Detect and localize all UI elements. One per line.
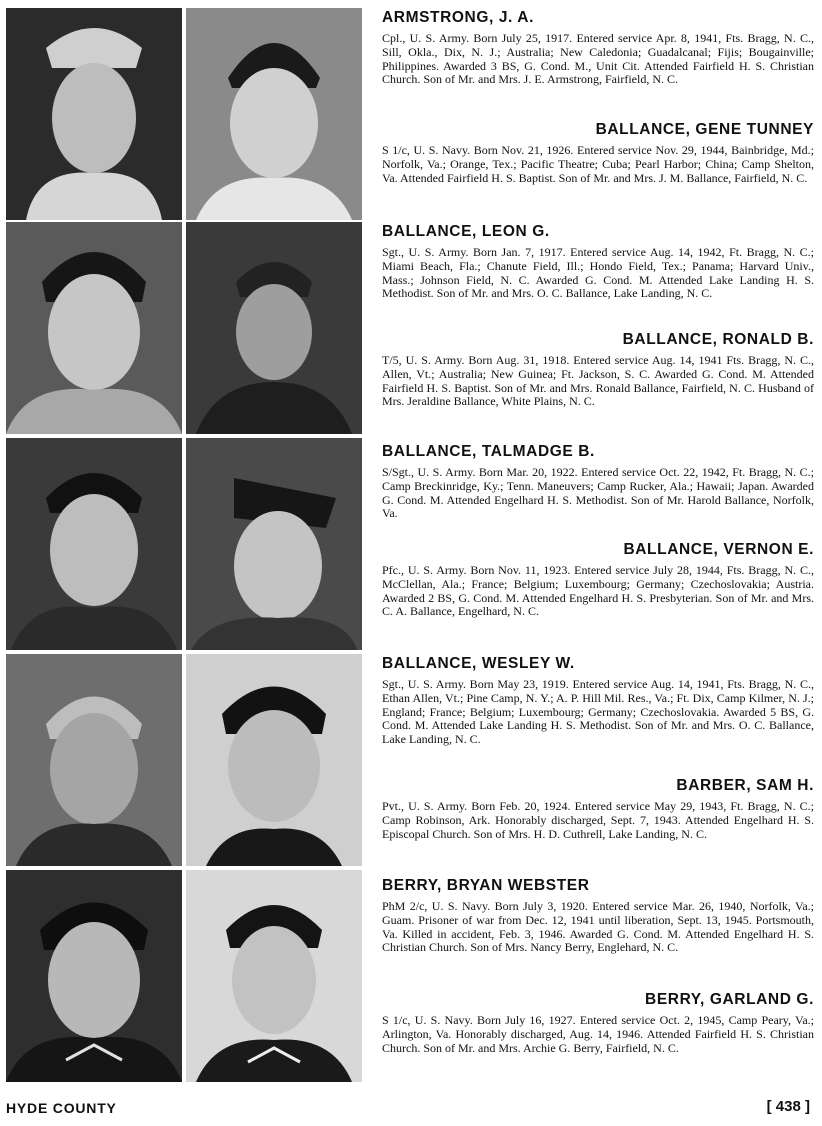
entry-bio: S/Sgt., U. S. Army. Born Mar. 20, 1922. Entered service Oct. 22, 1942, Ft. Bragg, N. C.; Camp Breckinridge, Ky.; Tenn. Maneuvers; Camp Rucker, Ala.; Hawaii; Japan. Awarded G. Cond. M. Attended Engelhard H. S. Methodist. Son of Mr. Harold Ballance, Norfolk, Va. [382, 465, 814, 521]
portrait-ballance-leon [6, 222, 182, 434]
portrait-berry-garland [186, 870, 362, 1082]
portrait-grid [6, 8, 362, 1080]
entry-name: ARMSTRONG, J. A. [382, 9, 534, 26]
entry-name: BARBER, SAM H. [676, 777, 814, 794]
entry-ballance-wesley [382, 654, 814, 747]
entry-ballance-vernon [382, 540, 814, 619]
entry-berry-garland [382, 990, 814, 1055]
entry-bio: Sgt., U. S. Army. Born Jan. 7, 1917. Entered service Aug. 14, 1942, Ft. Bragg, N. C.; Miami Beach, Fla.; Chanute Field, Ill.; Hondo Field, Tex.; Panama; Harvard Univ., Mass.; Johnson Field, N. C. Awarded G. Cond. M. Attended Lake Landing H. S. Methodist. Son of Mr. and Mrs. O. C. Ballance, Lake Landing, N. C. [382, 245, 814, 301]
entry-bio: S 1/c, U. S. Navy. Born Nov. 21, 1926. Entered service Nov. 29, 1944, Bainbridge, Md.; Norfolk, Va.; Orange, Tex.; Pacific Theatre; Cuba; Pearl Harbor; China; Camp Shelton, Va. Attended Fairfield H. S. Baptist. Son of Mr. and Mrs. J. M. Ballance, Fairfield, N. C. [382, 143, 814, 185]
portrait-armstrong [6, 8, 182, 220]
portrait-ballance-vernon [186, 438, 362, 650]
entry-name: BALLANCE, WESLEY W. [382, 655, 575, 672]
county-footer: HYDE COUNTY [6, 1100, 117, 1116]
biography-list [382, 8, 814, 1080]
entry-name: BALLANCE, LEON G. [382, 223, 550, 240]
entry-bio: Pvt., U. S. Army. Born Feb. 20, 1924. Entered service May 29, 1943, Ft. Bragg, N. C.; Camp Robinson, Ark. Honorably discharged, Sept. 7, 1943. Attended Engelhard H. S. Episcopal Church. Son of Mrs. H. D. Cuthrell, Lake Landing, N. C. [382, 799, 814, 841]
entry-name: BALLANCE, TALMADGE B. [382, 443, 595, 460]
entry-barber [382, 776, 814, 841]
portrait-berry-bryan [6, 870, 182, 1082]
entry-ballance-ronald [382, 330, 814, 409]
entry-name: BALLANCE, GENE TUNNEY [595, 121, 814, 138]
entry-bio: PhM 2/c, U. S. Navy. Born July 3, 1920. Entered service Mar. 26, 1940, Norfolk, Va.; Guam. Prisoner of war from Dec. 12, 1941 until liberation, Sept. 13, 1945. Portsmouth, Va. Killed in accident, Feb. 3, 1946. Awarded G. Cond. M. Attended Engelhard H. S. Christian Church. Son of Mrs. Nancy Berry, Englehard, N. C. [382, 899, 814, 955]
entry-ballance-gene [382, 120, 814, 185]
entry-bio: Pfc., U. S. Army. Born Nov. 11, 1923. Entered service July 28, 1944, Fts. Bragg, N. C., McClellan, Ala.; France; Belgium; Luxembourg; Germany; Czechoslovakia; Austria. Awarded 2 BS, G. Cond. M. Attended Engelhard H. S. Presbyterian. Son of Mr. and Mrs. C. A. Ballance, Engelhard, N. C. [382, 563, 814, 619]
entry-bio: Cpl., U. S. Army. Born July 25, 1917. Entered service Apr. 8, 1941, Fts. Bragg, N. C., Sill, Okla., Dix, N. J.; Australia; New Caledonia; Guadalcanal; Fijis; Bougainville; Philippines. Awarded 3 BS, G. Cond. M., Unit Cit. Attended Fairfield H. S. Christian Church. Son of Mr. and Mrs. J. E. Armstrong, Fairfield, N. C. [382, 31, 814, 87]
entry-name: BALLANCE, RONALD B. [622, 331, 814, 348]
entry-armstrong [382, 8, 814, 87]
page-number: [ 438 ] [766, 1098, 810, 1115]
entry-name: BERRY, GARLAND G. [645, 991, 814, 1008]
entry-name: BALLANCE, VERNON E. [623, 541, 814, 558]
portrait-ballance-talmadge [6, 438, 182, 650]
entry-ballance-leon [382, 222, 814, 301]
entry-bio: Sgt., U. S. Army. Born May 23, 1919. Entered service Aug. 14, 1941, Fts. Bragg, N. C., Ethan Allen, Vt.; Pine Camp, N. Y.; A. P. Hill Mil. Res., Va.; Ft. Dix, Camp Kilmer, N. J.; England; France; Belgium; Luxembourg; Germany; Czechoslovakia. Awarded 5 BS, G. Cond. M. Attended Lake Landing H. S. Methodist. Son of Mr. and Mrs. O. C. Ballance, Lake Landing, N. C. [382, 677, 814, 747]
entry-bio: T/5, U. S. Army. Born Aug. 31, 1918. Entered service Aug. 14, 1941 Fts. Bragg, N. C., Allen, Vt.; Australia; New Guinea; Ft. Jackson, S. C. Awarded G. Cond. M. Attended Fairfield H. S. Baptist. Son of Mr. and Mrs. Ronald Ballance, Fairfield, N. C. Husband of Mrs. Jeraldine Ballance, White Plains, N. C. [382, 353, 814, 409]
entry-berry-bryan [382, 876, 814, 955]
entry-bio: S 1/c, U. S. Navy. Born July 16, 1927. Entered service Oct. 2, 1945, Camp Peary, Va.; Arlington, Va. Honorably discharged, Aug. 14, 1946. Attended Fairfield H. S. Christian Church. Son of Mr. and Mrs. Archie G. Berry, Fairfield, N. C. [382, 1013, 814, 1055]
portrait-barber [186, 654, 362, 866]
portrait-ballance-ronald [186, 222, 362, 434]
portrait-ballance-wesley [6, 654, 182, 866]
portrait-ballance-gene [186, 8, 362, 220]
entry-ballance-talmadge [382, 442, 814, 521]
entry-name: BERRY, BRYAN WEBSTER [382, 877, 590, 894]
